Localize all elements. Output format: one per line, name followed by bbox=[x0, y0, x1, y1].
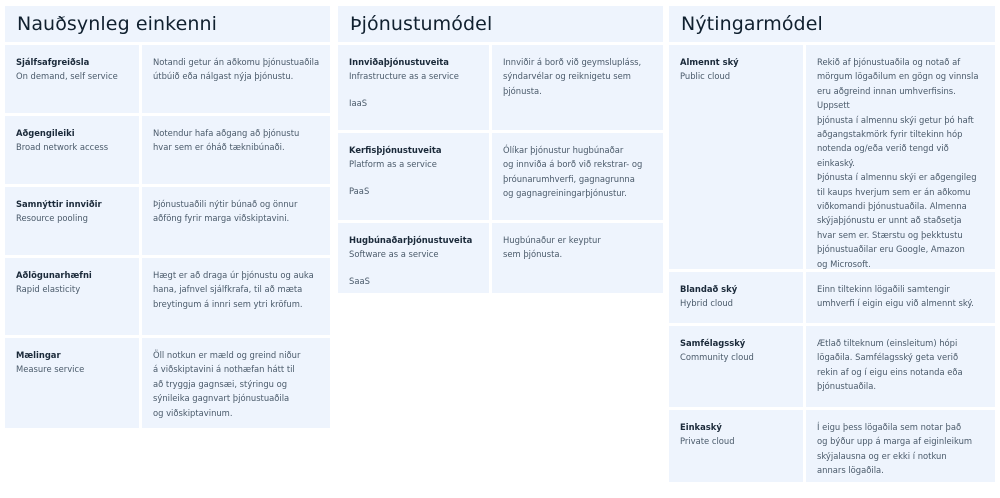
term-cell bbox=[338, 133, 489, 220]
term-english: Rapid elasticity bbox=[16, 284, 81, 295]
column-essential-characteristics bbox=[5, 6, 330, 431]
column-deployment-models bbox=[669, 6, 995, 485]
table-row bbox=[5, 45, 330, 113]
term-label: Samfélagsský bbox=[680, 338, 746, 348]
table-row bbox=[669, 326, 995, 407]
term-cell bbox=[338, 223, 489, 293]
term-cell bbox=[5, 258, 139, 335]
term-english: Public cloud bbox=[680, 71, 731, 82]
term-cell bbox=[5, 187, 139, 255]
description-cell: Einn tiltekinn lögaðili samtengir umhverfi í eigin eigu við almennt ský. bbox=[806, 272, 995, 323]
term-english: Hybrid cloud bbox=[680, 298, 733, 309]
description-cell: Ólíkar þjónustur hugbúnaðar og innviða á borð við rekstrar- og þróunarumhverfi, gagnagrunna og gagnagreiningarþjónustur. bbox=[492, 133, 663, 220]
description-cell: Hægt er að draga úr þjónustu og auka hana, jafnvel sjálfkrafa, til að mæta breytingum á innri sem ytri kröfum. bbox=[142, 258, 330, 335]
term-cell bbox=[338, 45, 489, 130]
term-label: Hugbúnaðarþjónustuveita bbox=[349, 235, 473, 245]
term-cell bbox=[669, 272, 803, 323]
description-cell: Þjónustuaðili nýtir búnað og önnur aðföng fyrir marga viðskiptavini. bbox=[142, 187, 330, 255]
table-row bbox=[5, 187, 330, 255]
term-label: Innviðaþjónustuveita bbox=[349, 57, 449, 67]
term-english: On demand, self service bbox=[16, 71, 118, 82]
term-english: Broad network access bbox=[16, 142, 109, 153]
table-row bbox=[338, 223, 663, 293]
table-row bbox=[669, 272, 995, 323]
term-english: Infrastructure as a service bbox=[349, 71, 459, 82]
term-abbreviation: PaaS bbox=[349, 185, 370, 196]
table-row bbox=[669, 45, 995, 269]
column-title: Nýtingarmódel bbox=[669, 6, 995, 42]
term-abbreviation: IaaS bbox=[349, 97, 368, 108]
column-service-models bbox=[338, 6, 663, 296]
term-english: Software as a service bbox=[349, 249, 439, 260]
term-abbreviation: SaaS bbox=[349, 275, 370, 286]
term-label: Einkaský bbox=[680, 422, 722, 432]
description-cell: Notendur hafa aðgang að þjónustu hvar sem er óháð tæknibúnaði. bbox=[142, 116, 330, 184]
column-title: Þjónustumódel bbox=[338, 6, 663, 42]
description-cell: Hugbúnaður er keyptur sem þjónusta. bbox=[492, 223, 663, 293]
term-label: Mælingar bbox=[16, 350, 61, 360]
table-row bbox=[5, 338, 330, 428]
term-english: Measure service bbox=[16, 364, 85, 375]
term-english: Platform as a service bbox=[349, 159, 437, 170]
term-label: Samnýttir innviðir bbox=[16, 199, 102, 209]
term-label: Blandað ský bbox=[680, 284, 738, 294]
table-row bbox=[5, 116, 330, 184]
table-row bbox=[338, 45, 663, 130]
description-cell: Innviðir á borð við geymslupláss, sýndarvélar og reiknigetu sem þjónusta. bbox=[492, 45, 663, 130]
term-label: Kerfisþjónustuveita bbox=[349, 145, 442, 155]
table-row bbox=[669, 410, 995, 482]
column-title: Nauðsynleg einkenni bbox=[5, 6, 330, 42]
term-label: Aðgengileiki bbox=[16, 128, 75, 138]
term-label: Sjálfsafgreiðsla bbox=[16, 57, 90, 67]
term-cell bbox=[5, 45, 139, 113]
term-cell bbox=[669, 326, 803, 407]
term-label: Aðlögunarhæfni bbox=[16, 270, 92, 280]
term-label: Almennt ský bbox=[680, 57, 739, 67]
term-english: Resource pooling bbox=[16, 213, 88, 224]
term-cell bbox=[669, 410, 803, 482]
term-english: Community cloud bbox=[680, 352, 754, 363]
term-cell bbox=[5, 338, 139, 428]
term-cell bbox=[669, 45, 803, 269]
description-cell: Öll notkun er mæld og greind niður á viðskiptavini á nothæfan hátt til að tryggja gagnsæi, stýringu og sýnileika gagnvart þjónustuaðila og viðskiptavinum. bbox=[142, 338, 330, 428]
description-cell: Notandi getur án aðkomu þjónustuaðila útbúið eða nálgast nýja þjónustu. bbox=[142, 45, 330, 113]
table-row bbox=[5, 258, 330, 335]
term-cell bbox=[5, 116, 139, 184]
description-cell: Rekið af þjónustuaðila og notað af mörgum lögaðilum en gögn og vinnsla eru aðgreind innan umhverfisins. Uppsett þjónusta í almennu skýi getur þó haft aðgangstakmörk fyrir tiltekinn hóp notenda og/eða verið tengd við einkaský. Þjónusta í almennu skýi er aðgengileg til kaups hverjum sem er án aðkomu viðkomandi þjónustuaðila. Almenna skýjaþjónustu er unnt að staðsetja hvar sem er. Stærstu og þekktustu þjónustuaðilar eru Google, Amazon og Microsoft. bbox=[806, 45, 995, 269]
description-cell: Í eigu þess lögaðila sem notar það og býður upp á marga af eiginleikum skýjalausna og er ekki í notkun annars lögaðila. bbox=[806, 410, 995, 482]
term-english: Private cloud bbox=[680, 436, 735, 447]
table-row bbox=[338, 133, 663, 220]
description-cell: Ætlað tilteknum (einsleitum) hópi lögaðila. Samfélagsský geta verið rekin af og í eigu eins notanda eða þjónustuaðila. bbox=[806, 326, 995, 407]
